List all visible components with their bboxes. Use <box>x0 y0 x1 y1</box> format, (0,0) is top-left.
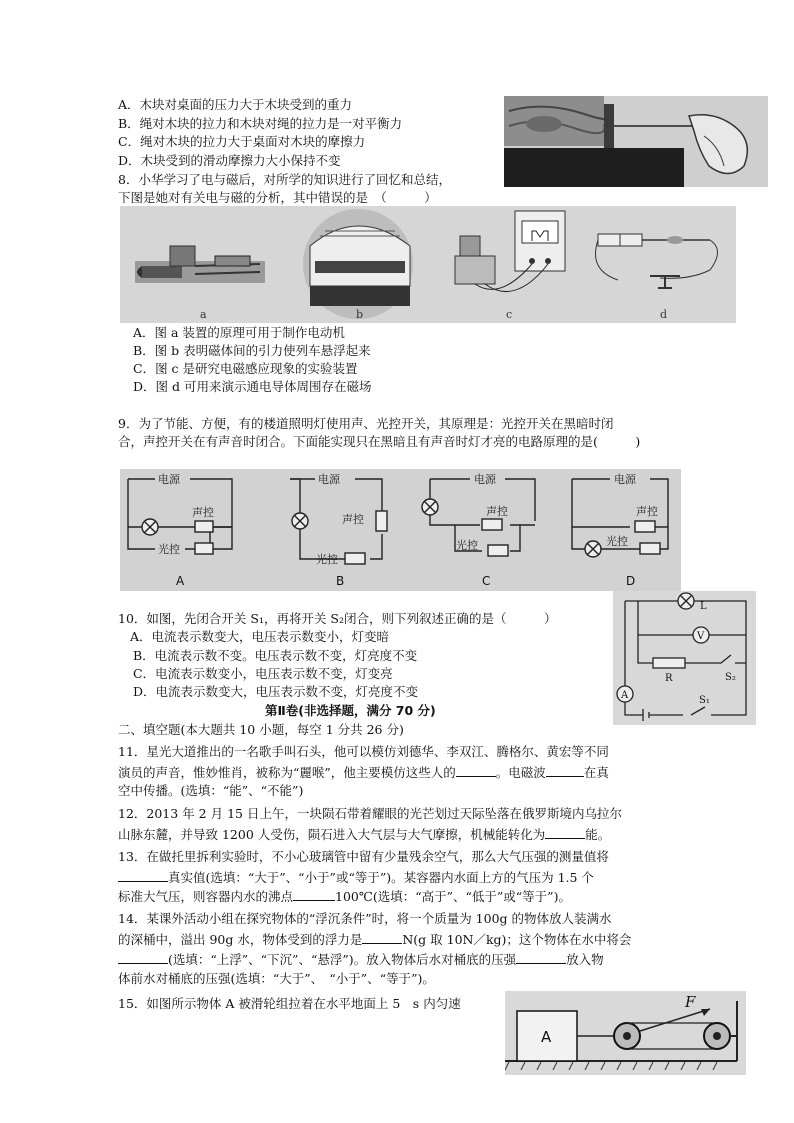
q12-blank-1[interactable] <box>545 826 585 839</box>
q8-fig-label-c: c <box>506 308 513 321</box>
q8-stem-line2: 下图是她对有关电与磁的分析，其中错误的是 （ ） <box>118 190 437 205</box>
q7-figure-image <box>504 96 768 187</box>
q14-blank-2[interactable] <box>118 951 168 964</box>
q10-option-c: C．电流表示数变小，电压表示数不变，灯变亮 <box>133 666 393 681</box>
q10-ammeter-label: A <box>621 690 629 701</box>
q8-figure-image <box>120 206 736 323</box>
q14-line3-part2: 放入物 <box>566 952 604 967</box>
q11-line3: 空中传播。(选填：“能”、“不能”) <box>118 783 304 798</box>
q9-stem-line1: 9．为了节能、方便，有的楼道照明灯使用声、光控开关，其原理是：光控开关在黑暗时闭 <box>118 416 614 431</box>
q15-line1: 15．如图所示物体 A 被滑轮组拉着在水平地面上 5 s 内匀速 <box>118 996 461 1011</box>
q8-fig-label-d: d <box>660 308 668 321</box>
q11-line2-part3: 在真 <box>583 765 609 780</box>
q10-voltmeter-label: V <box>697 631 705 642</box>
q12-line2 <box>118 826 610 843</box>
q9-a-power-label: 电源 <box>158 473 180 486</box>
q13-line3-part1: 标准大气压，则容器内水的沸点 <box>118 889 294 904</box>
q13-blank-2[interactable] <box>293 888 335 901</box>
q11-line2-part2: 。电磁波 <box>495 765 546 780</box>
q14-line1: 14．某课外活动小组在探究物体的“浮沉条件”时，将一个质量为 100g 的物体放人装满水 <box>118 911 612 926</box>
q9-choice-b: B <box>336 574 345 588</box>
q10-circuit <box>613 591 756 725</box>
q7-option-a: A．木块对桌面的压力大于木块受到的重力 <box>118 97 353 112</box>
q10-option-a: A．电流表示数变大，电压表示数变小，灯变暗 <box>130 629 390 644</box>
q9-choice-c: C <box>482 574 491 588</box>
q13-line2-text: 真实值(选填：“大于”、“小于”或“等于”)。某容器内水面上方的气压为 1.5 个 <box>168 870 594 885</box>
q10-option-b: B．电流表示数不变。电压表示数不变，灯亮度不变 <box>133 648 418 663</box>
q9-b-light-label: 光控 <box>316 553 338 566</box>
q13-blank-1[interactable] <box>118 869 168 882</box>
q15-pulley <box>505 991 746 1075</box>
q9-b-power-label: 电源 <box>318 473 340 486</box>
q9-stem-line2: 合，声控开关在有声音时闭合。下面能实现只在黑暗且有声音时灯才亮的电路原理的是( ) <box>118 434 641 449</box>
q13-line3-part2: 100℃(选填：“高于”、“低于”或“等于”)。 <box>335 889 571 904</box>
q9-a-light-label: 光控 <box>158 543 180 556</box>
q14-line2 <box>118 931 631 948</box>
q11-blank-1[interactable] <box>456 764 496 777</box>
q12-line2-part2: 能。 <box>585 827 611 842</box>
q14-blank-3[interactable] <box>516 951 566 964</box>
q8-option-d: D．图 d 可用来演示通电导体周围存在磁场 <box>133 379 372 394</box>
q9-a-sound-label: 声控 <box>192 506 214 519</box>
q11-line2-part1: 演员的声音，惟妙惟肖，被称为“麗喉”，他主要模仿这些人的 <box>118 765 456 780</box>
q14-line3 <box>118 951 604 968</box>
q10-resistor-label: R <box>665 673 673 684</box>
q14-line4: 体前水对桶底的压强(选填：“大于”、 “小于”、“等于”)。 <box>118 971 435 986</box>
q14-line3-part1: (选填：“上浮”、“下沉”、“悬浮”)。放入物体后水对桶底的压强 <box>168 952 517 967</box>
q9-circuits <box>120 469 681 591</box>
q9-figure <box>120 469 681 591</box>
q10-s2-label: S₂ <box>725 672 736 683</box>
q9-choice-d: D <box>626 574 636 588</box>
q8-figure <box>120 206 736 323</box>
q8-stem-line1: 8．小华学习了电与磁后，对所学的知识进行了回忆和总结， <box>118 172 451 187</box>
q7-option-d: D．木块受到的滑动摩擦力大小保持不变 <box>118 153 341 168</box>
q9-b-sound-label: 声控 <box>342 513 364 526</box>
q9-d-light-label: 光控 <box>606 535 628 548</box>
q8-fig-b-train <box>303 209 413 319</box>
q9-c-light-label: 光控 <box>456 539 478 552</box>
q11-line2 <box>118 764 609 781</box>
q11-blank-2[interactable] <box>546 764 584 777</box>
q13-line3 <box>118 888 571 905</box>
q8-fig-label-a: a <box>200 308 207 321</box>
q8-option-a: A．图 a 装置的原理可用于制作电动机 <box>133 325 345 340</box>
q10-lamp-label: L <box>700 601 707 612</box>
q7-option-b: B．绳对木块的拉力和木块对绳的拉力是一对平衡力 <box>118 116 403 131</box>
q12-line2-part1: 山脉东麓，并导致 1200 人受伤，陨石进入大气层与大气摩擦，机械能转化为 <box>118 827 546 842</box>
q9-c-power-label: 电源 <box>474 473 496 486</box>
q7-figure <box>504 96 768 187</box>
q11-line1: 11．星光大道推出的一名歌手叫石头，他可以模仿刘德华、李双江、腾格尔、黄宏等不同 <box>118 744 609 759</box>
q8-option-c: C．图 c 是研究电磁感应现象的实验装置 <box>133 361 358 376</box>
part2-title: 第Ⅱ卷(非选择题，满分 70 分) <box>265 703 436 718</box>
q7-option-c: C．绳对木块的拉力大于桌面对木块的摩擦力 <box>118 134 366 149</box>
q15-block-label: A <box>541 1028 552 1046</box>
q8-option-b: B．图 b 表明磁体间的引力使列车悬浮起来 <box>133 343 371 358</box>
q10-option-d: D．电流表示数变大，电压表示数不变，灯亮度不变 <box>133 684 419 699</box>
q14-line2-part2: N(g 取 10N／kg)；这个物体在水中将会 <box>402 932 632 947</box>
q8-fig-label-b: b <box>356 308 364 321</box>
q10-figure <box>613 591 756 725</box>
q14-line2-part1: 的深桶中，溢出 90g 水，物体受到的浮力是 <box>118 932 363 947</box>
q10-stem: 10．如图，先闭合开关 S₁，再将开关 S₂闭合，则下列叙述正确的是（ ） <box>118 611 557 626</box>
q13-line2 <box>118 869 594 886</box>
q9-d-power-label: 电源 <box>614 473 636 486</box>
q12-line1: 12．2013 年 2 月 15 日上午，一块陨石带着耀眼的光芒划过天际坠落在俄罗斯境内乌拉尔 <box>118 806 622 821</box>
q9-c-sound-label: 声控 <box>486 505 508 518</box>
q15-figure <box>505 991 746 1075</box>
q13-line1: 13．在做托里拆利实验时，不小心玻璃管中留有少量残余空气，那么大气压强的测量值将 <box>118 849 609 864</box>
q14-blank-1[interactable] <box>362 931 402 944</box>
part2-section: 二、填空题(本大题共 10 小题，每空 1 分共 26 分) <box>118 722 404 737</box>
q9-choice-a: A <box>176 574 185 588</box>
q15-force-label: F <box>685 993 696 1011</box>
q9-d-sound-label: 声控 <box>636 505 658 518</box>
q10-s1-label: S₁ <box>699 695 710 706</box>
